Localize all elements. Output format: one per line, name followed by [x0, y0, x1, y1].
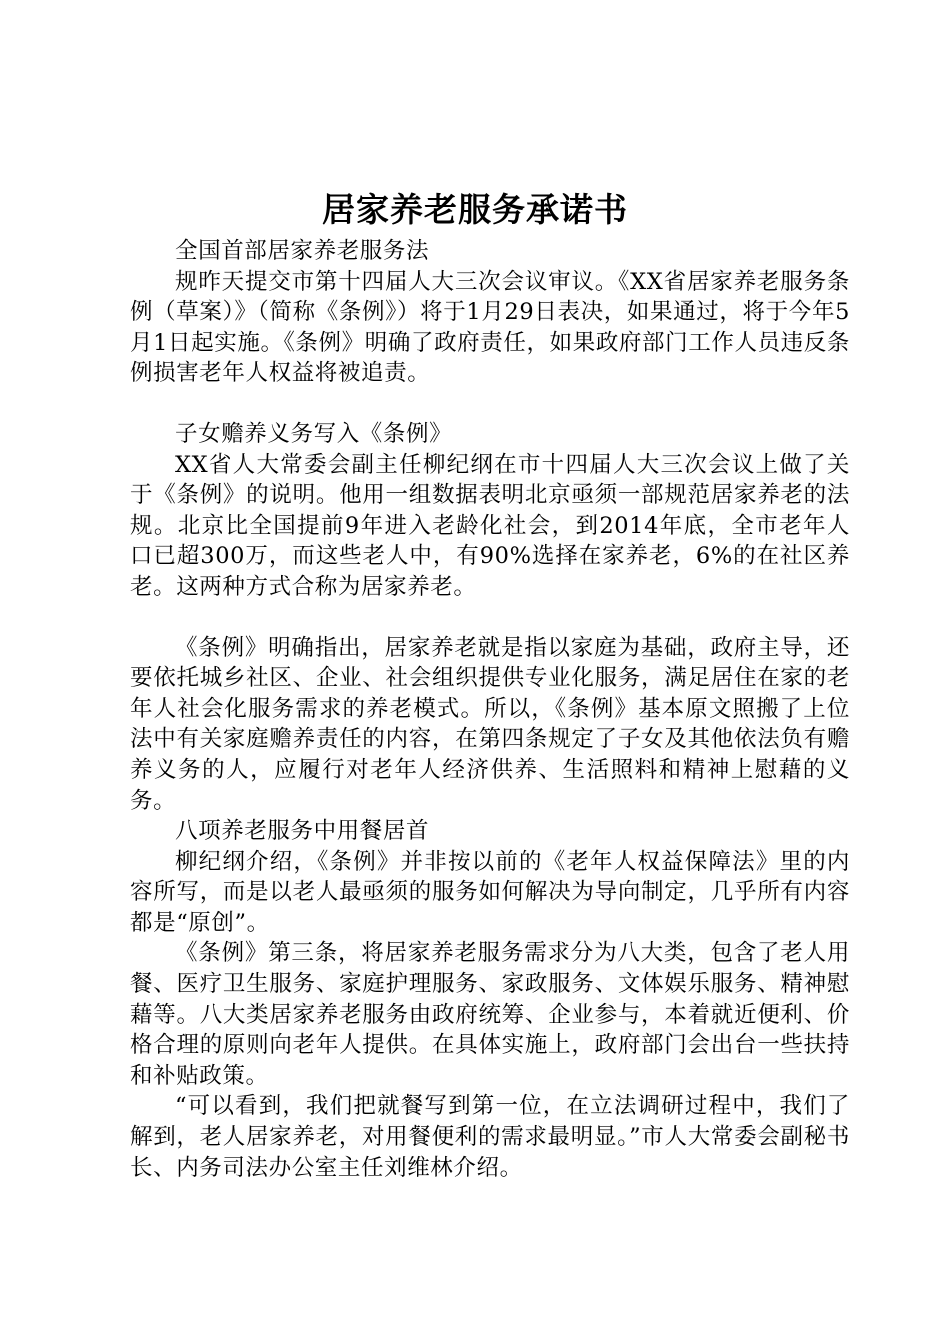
paragraph: 《条例》第三条，将居家养老服务需求分为八大类，包含了老人用餐、医疗卫生服务、家庭护理服务、家政服务、文体娱乐服务、精神慰藉等。八大类居家养老服务由政府统筹、企业参与，本着就近便利、价格合理的原则向老年人提供。在具体实施上，政府部门会出台一些扶持和补贴政策。 — [130, 940, 850, 1089]
paragraph: 《条例》明确指出，居家养老就是指以家庭为基础，政府主导，还要依托城乡社区、企业、社会组织提供专业化服务，满足居住在家的老年人社会化服务需求的养老模式。所以，《条例》基本原文照搬了上位法中有关家庭赡养责任的内容，在第四条规定了子女及其他依法负有赡养义务的人，应履行对老年人经济供养、生活照料和精神上慰藉的义务。 — [130, 634, 850, 814]
paragraph: “可以看到，我们把就餐写到第一位，在立法调研过程中，我们了解到，老人居家养老，对用餐便利的需求最明显。”市人大常委会副秘书长、内务司法办公室主任刘维林介绍。 — [130, 1093, 850, 1181]
paragraph: 规昨天提交市第十四届人大三次会议审议。《XX省居家养老服务条例（草案）》（简称《条例》）将于1月29日表决，如果通过，将于今年5月1日起实施。《条例》明确了政府责任，如果政府部门工作人员违反条例损害老年人权益将被追责。 — [130, 268, 850, 387]
paragraph: 柳纪纲介绍，《条例》并非按以前的《老年人权益保障法》里的内容所写，而是以老人最亟须的服务如何解决为导向制定，几乎所有内容都是“原创”。 — [130, 848, 850, 936]
paragraph-heading-1: 全国首部居家养老服务法 — [175, 238, 430, 264]
paragraph-heading-2: 子女赡养义务写入《条例》 — [175, 420, 453, 447]
document-title: 居家养老服务承诺书 — [322, 190, 628, 229]
document-body — [130, 236, 850, 1183]
paragraph: XX省人大常委会副主任柳纪纲在市十四届人大三次会议上做了关于《条例》的说明。他用一组数据表明北京亟须一部规范居家养老的法规。北京比全国提前9年进入老龄化社会，到2014年底，全市老年人口已超300万，而这些老人中，有90%选择在家养老，6%的在社区养老。这两种方式合称为居家养老。 — [130, 451, 850, 600]
paragraph-heading-3: 八项养老服务中用餐居首 — [175, 818, 430, 845]
